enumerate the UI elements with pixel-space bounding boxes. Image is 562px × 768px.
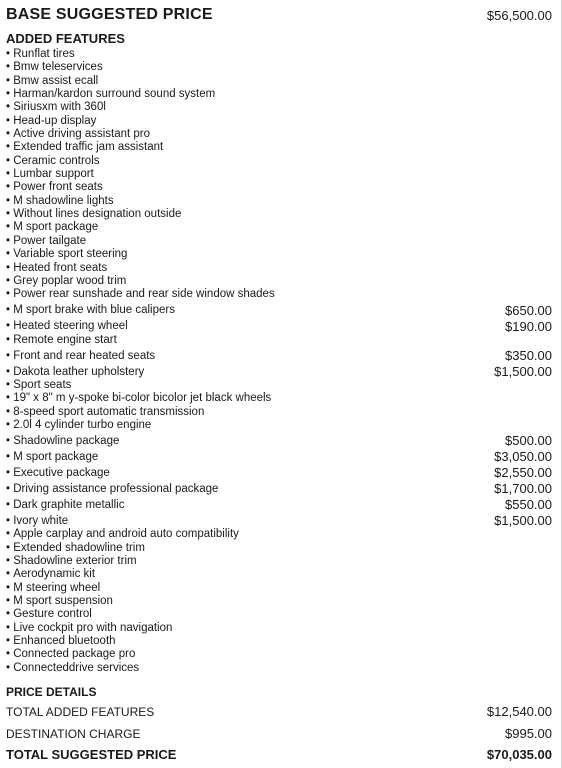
- feature-label: • Without lines designation outside: [6, 208, 181, 221]
- total-suggested-price-row: [6, 747, 552, 762]
- total-suggested-price-label: TOTAL SUGGESTED PRICE: [6, 747, 177, 762]
- feature-price: $550.00: [505, 497, 552, 513]
- feature-label: • M sport package: [6, 451, 98, 464]
- feature-row: [6, 248, 552, 261]
- feature-row: [6, 622, 552, 635]
- feature-row: [6, 141, 552, 154]
- total-added-features-value: $12,540.00: [486, 704, 552, 719]
- total-added-features-row: [6, 704, 552, 719]
- feature-price: $350.00: [505, 347, 552, 363]
- feature-row: [6, 195, 552, 208]
- feature-row: [6, 235, 552, 248]
- total-added-features-label: TOTAL ADDED FEATURES: [6, 704, 155, 719]
- feature-row: [6, 334, 552, 347]
- feature-price: $500.00: [505, 433, 552, 449]
- feature-row: [6, 48, 552, 61]
- feature-row: [6, 635, 552, 648]
- feature-label: • Dark graphite metallic: [6, 499, 124, 512]
- feature-row: [6, 365, 552, 379]
- feature-label: • Apple carplay and android auto compatibility: [6, 528, 239, 541]
- feature-row: [6, 208, 552, 221]
- feature-row: [6, 88, 552, 101]
- feature-label: • Extended traffic jam assistant: [6, 141, 163, 154]
- feature-label: • Power front seats: [6, 181, 103, 194]
- feature-label: • Runflat tires: [6, 48, 75, 61]
- feature-row: [6, 392, 552, 405]
- feature-label: • Variable sport steering: [6, 248, 127, 261]
- feature-label: • Executive package: [6, 467, 110, 480]
- feature-label: • M sport suspension: [6, 595, 113, 608]
- feature-row: [6, 101, 552, 114]
- feature-row: [6, 75, 552, 88]
- feature-row: [6, 379, 552, 392]
- feature-row: [6, 498, 552, 512]
- feature-price: $1,700.00: [494, 481, 552, 497]
- feature-row: [6, 514, 552, 528]
- feature-row: [6, 555, 552, 568]
- feature-row: [6, 349, 552, 363]
- total-suggested-price-value: $70,035.00: [486, 747, 552, 762]
- feature-label: • Lumbar support: [6, 168, 94, 181]
- feature-label: • Connected package pro: [6, 648, 135, 661]
- feature-label: • Driving assistance professional package: [6, 483, 218, 496]
- feature-label: • M shadowline lights: [6, 195, 114, 208]
- feature-label: • Bmw assist ecall: [6, 75, 98, 88]
- feature-row: [6, 662, 552, 675]
- feature-label: • Active driving assistant pro: [6, 128, 150, 141]
- feature-row: [6, 304, 552, 318]
- feature-label: • Grey poplar wood trim: [6, 275, 126, 288]
- feature-row: [6, 168, 552, 181]
- feature-row: [6, 275, 552, 288]
- feature-row: [6, 61, 552, 74]
- feature-row: [6, 419, 552, 432]
- feature-label: • 8-speed sport automatic transmission: [6, 406, 204, 419]
- feature-label: • 19" x 8" m y-spoke bi-color bicolor jet black wheels: [6, 392, 271, 405]
- feature-row: [6, 221, 552, 234]
- feature-row: [6, 115, 552, 128]
- feature-row: [6, 181, 552, 194]
- feature-price: $2,550.00: [494, 465, 552, 481]
- base-price-header: [6, 4, 552, 26]
- feature-row: [6, 568, 552, 581]
- feature-price: $1,500.00: [494, 513, 552, 529]
- feature-label: • Ceramic controls: [6, 155, 100, 168]
- added-features-list: [6, 48, 552, 675]
- added-features-title: ADDED FEATURES: [6, 31, 125, 46]
- feature-label: • Harman/kardon surround sound system: [6, 88, 215, 101]
- feature-price: $190.00: [505, 318, 552, 334]
- price-details-title: PRICE DETAILS: [6, 685, 97, 699]
- feature-label: • M sport package: [6, 221, 98, 234]
- feature-label: • Connecteddrive services: [6, 662, 139, 675]
- feature-label: • Shadowline package: [6, 435, 119, 448]
- feature-row: [6, 466, 552, 480]
- feature-label: • M sport brake with blue calipers: [6, 304, 175, 317]
- destination-charge-value: $995.00: [505, 726, 552, 741]
- feature-row: [6, 288, 552, 301]
- feature-row: [6, 155, 552, 168]
- feature-row: [6, 528, 552, 541]
- feature-price: $3,050.00: [494, 449, 552, 465]
- feature-label: • Head-up display: [6, 115, 96, 128]
- feature-label: • Sport seats: [6, 379, 71, 392]
- feature-row: [6, 320, 552, 334]
- feature-label: • Live cockpit pro with navigation: [6, 622, 172, 635]
- feature-label: • Power tailgate: [6, 235, 86, 248]
- feature-label: • Power rear sunshade and rear side window shades: [6, 288, 275, 301]
- feature-label: • Aerodynamic kit: [6, 568, 95, 581]
- destination-charge-row: [6, 726, 552, 741]
- feature-label: • M steering wheel: [6, 582, 100, 595]
- feature-row: [6, 648, 552, 661]
- feature-label: • Heated steering wheel: [6, 320, 128, 333]
- feature-row: [6, 582, 552, 595]
- feature-row: [6, 406, 552, 419]
- feature-row: [6, 482, 552, 496]
- feature-label: • Ivory white: [6, 515, 68, 528]
- destination-charge-label: DESTINATION CHARGE: [6, 726, 141, 741]
- feature-label: • Extended shadowline trim: [6, 542, 145, 555]
- feature-label: • Remote engine start: [6, 334, 117, 347]
- feature-label: • Bmw teleservices: [6, 61, 103, 74]
- feature-label: • 2.0l 4 cylinder turbo engine: [6, 419, 151, 432]
- feature-price: $1,500.00: [494, 363, 552, 379]
- feature-row: [6, 608, 552, 621]
- feature-price: $650.00: [505, 302, 552, 318]
- feature-label: • Dakota leather upholstery: [6, 366, 144, 379]
- feature-label: • Heated front seats: [6, 262, 107, 275]
- feature-label: • Front and rear heated seats: [6, 350, 155, 363]
- feature-label: • Enhanced bluetooth: [6, 635, 116, 648]
- feature-label: • Gesture control: [6, 608, 92, 621]
- base-price-title: BASE SUGGESTED PRICE: [6, 6, 213, 23]
- feature-label: • Siriusxm with 360l: [6, 101, 106, 114]
- feature-row: [6, 595, 552, 608]
- feature-row: [6, 542, 552, 555]
- feature-row: [6, 262, 552, 275]
- feature-row: [6, 450, 552, 464]
- feature-row: [6, 434, 552, 448]
- base-price-value: $56,500.00: [486, 7, 552, 23]
- feature-label: • Shadowline exterior trim: [6, 555, 137, 568]
- feature-row: [6, 128, 552, 141]
